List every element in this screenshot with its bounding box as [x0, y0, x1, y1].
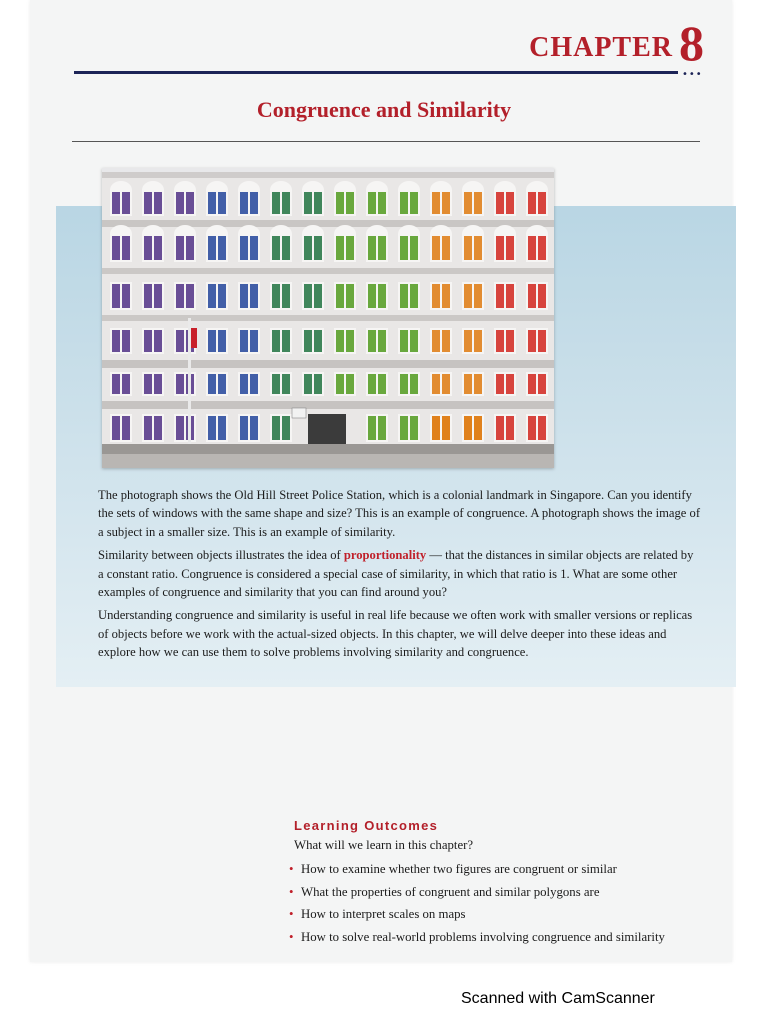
outcome-text: How to examine whether two figures are congruent or similar	[301, 862, 617, 876]
window-pane	[442, 416, 450, 440]
window-pane	[272, 192, 280, 214]
chapter-word: CHAPTER	[529, 32, 673, 63]
window-pane	[442, 284, 450, 308]
window-pane	[240, 330, 248, 352]
window-pane	[218, 284, 226, 308]
window-pane	[464, 374, 472, 394]
window-pane	[506, 330, 514, 352]
window-pane	[336, 374, 344, 394]
window-pane	[400, 236, 408, 260]
window-pane	[496, 374, 504, 394]
window-pane	[528, 416, 536, 440]
window-pane	[122, 416, 130, 440]
window-pane	[368, 284, 376, 308]
window-pane	[112, 416, 120, 440]
window-pane	[400, 284, 408, 308]
window-pane	[496, 330, 504, 352]
intro-p2-before: Similarity between objects illustrates the idea of	[98, 548, 344, 563]
window-pane	[282, 236, 290, 260]
window-pane	[154, 416, 162, 440]
intro-p2-after: — that the distances in similar objects are related by a constant ratio. Congruence is considered a special case of similarity, in which that ratio is 1. What are some other examples of congruence and similarity that you can find around you?	[98, 548, 694, 600]
window-pane	[464, 192, 472, 214]
window-pane	[442, 330, 450, 352]
window-pane	[250, 284, 258, 308]
window-pane	[410, 284, 418, 308]
window-pane	[464, 330, 472, 352]
window-pane	[304, 284, 312, 308]
window-pane	[346, 236, 354, 260]
window-pane	[410, 236, 418, 260]
window-pane	[240, 236, 248, 260]
window-pane	[282, 330, 290, 352]
window-pane	[272, 330, 280, 352]
window-pane	[378, 284, 386, 308]
learning-outcomes-question: What will we learn in this chapter?	[294, 838, 474, 852]
window-pane	[432, 330, 440, 352]
window-pane	[154, 374, 162, 394]
proportionality-term: proportionality	[343, 548, 427, 563]
window-pane	[538, 192, 546, 214]
chapter-heading	[529, 14, 704, 72]
window-pane	[496, 416, 504, 440]
window-pane	[282, 284, 290, 308]
window-pane	[432, 192, 440, 214]
window-pane	[176, 374, 184, 394]
window-pane	[314, 330, 322, 352]
window-pane	[410, 192, 418, 214]
window-pane	[474, 192, 482, 214]
window-pane	[378, 236, 386, 260]
window-pane	[112, 374, 120, 394]
window-pane	[176, 330, 184, 352]
window-pane	[250, 192, 258, 214]
list-item	[289, 860, 665, 883]
window-pane	[346, 374, 354, 394]
window-pane	[112, 192, 120, 214]
window-pane	[474, 236, 482, 260]
window-pane	[144, 330, 152, 352]
window-pane	[218, 416, 226, 440]
window-pane	[528, 192, 536, 214]
window-pane	[336, 330, 344, 352]
window-pane	[144, 374, 152, 394]
title-rule	[72, 141, 700, 142]
window-pane	[464, 284, 472, 308]
window-pane	[112, 284, 120, 308]
window-pane	[186, 236, 194, 260]
window-pane	[506, 236, 514, 260]
window-pane	[538, 416, 546, 440]
window-pane	[442, 374, 450, 394]
list-item	[289, 905, 665, 928]
learning-outcomes-heading: Learning Outcomes	[294, 818, 439, 833]
window-pane	[240, 374, 248, 394]
window-pane	[474, 284, 482, 308]
window-pane	[250, 330, 258, 352]
window-pane	[122, 284, 130, 308]
window-pane	[378, 374, 386, 394]
window-pane	[282, 416, 290, 440]
window-pane	[528, 284, 536, 308]
window-pane	[400, 374, 408, 394]
window-pane	[336, 192, 344, 214]
learning-outcomes-list	[289, 860, 665, 950]
window-pane	[218, 192, 226, 214]
scanner-watermark: Scanned with CamScanner	[461, 990, 655, 1007]
window-pane	[314, 192, 322, 214]
window-pane	[368, 374, 376, 394]
window-pane	[442, 236, 450, 260]
window-pane	[314, 236, 322, 260]
window-pane	[506, 284, 514, 308]
bullet-icon: •	[289, 884, 294, 899]
window-pane	[496, 284, 504, 308]
window-pane	[432, 416, 440, 440]
window-pane	[314, 374, 322, 394]
bullet-icon: •	[289, 907, 294, 921]
window-pane	[528, 330, 536, 352]
window-pane	[154, 236, 162, 260]
window-pane	[378, 192, 386, 214]
window-pane	[538, 374, 546, 394]
window-pane	[122, 330, 130, 352]
window-pane	[208, 284, 216, 308]
window-pane	[154, 192, 162, 214]
window-pane	[528, 236, 536, 260]
window-pane	[410, 330, 418, 352]
window-pane	[538, 236, 546, 260]
window-pane	[112, 236, 120, 260]
window-pane	[400, 192, 408, 214]
outcome-text: How to solve real-world problems involving congruence and similarity	[301, 929, 665, 944]
window-pane	[250, 416, 258, 440]
chapter-number: 8	[679, 15, 704, 71]
window-pane	[474, 416, 482, 440]
window-pane	[186, 284, 194, 308]
window-pane	[250, 236, 258, 260]
window-pane	[410, 416, 418, 440]
window-pane	[410, 374, 418, 394]
window-pane	[144, 284, 152, 308]
window-pane	[506, 416, 514, 440]
window-pane	[122, 192, 130, 214]
window-pane	[368, 330, 376, 352]
header-rule	[74, 71, 678, 74]
window-pane	[346, 284, 354, 308]
window-pane	[122, 236, 130, 260]
bullet-icon: •	[289, 929, 294, 944]
window-pane	[336, 284, 344, 308]
window-pane	[528, 374, 536, 394]
window-pane	[400, 330, 408, 352]
building-photo	[102, 168, 554, 468]
window-pane	[538, 284, 546, 308]
header-rule-dots: •••	[682, 69, 703, 80]
window-pane	[432, 374, 440, 394]
window-pane	[304, 374, 312, 394]
window-pane	[474, 374, 482, 394]
window-pane	[208, 374, 216, 394]
bullet-icon: •	[289, 862, 294, 876]
window-pane	[218, 236, 226, 260]
window-pane	[240, 284, 248, 308]
window-pane	[272, 416, 280, 440]
intro-paragraph-3: Understanding congruence and similarity is useful in real life because we often work with smaller versions or replicas of objects before we work with the actual-sized objects. In this chapter, we will delve deeper into these ideas and explore how we can use them to solve problems involving similarity and congruence.	[98, 608, 693, 660]
window-pane	[186, 192, 194, 214]
window-pane	[218, 330, 226, 352]
window-pane	[378, 416, 386, 440]
window-pane	[304, 236, 312, 260]
window-pane	[144, 192, 152, 214]
window-pane	[240, 192, 248, 214]
window-pane	[176, 416, 184, 440]
window-pane	[272, 284, 280, 308]
intro-text	[98, 486, 702, 667]
window-pane	[506, 374, 514, 394]
window-pane	[368, 416, 376, 440]
window-pane	[442, 192, 450, 214]
window-pane	[208, 192, 216, 214]
window-pane	[304, 192, 312, 214]
window-pane	[176, 284, 184, 308]
list-item	[289, 928, 665, 951]
window-pane	[240, 416, 248, 440]
window-pane	[112, 330, 120, 352]
window-pane	[432, 284, 440, 308]
window-pane	[346, 330, 354, 352]
window-pane	[154, 284, 162, 308]
window-pane	[250, 374, 258, 394]
window-pane	[496, 192, 504, 214]
window-pane	[154, 330, 162, 352]
window-pane	[272, 374, 280, 394]
window-pane	[368, 236, 376, 260]
window-pane	[208, 330, 216, 352]
window-pane	[282, 192, 290, 214]
window-pane	[314, 284, 322, 308]
window-pane	[176, 192, 184, 214]
window-pane	[346, 192, 354, 214]
window-pane	[272, 236, 280, 260]
window-pane	[176, 236, 184, 260]
window-pane	[144, 416, 152, 440]
window-pane	[378, 330, 386, 352]
window-pane	[464, 416, 472, 440]
window-pane	[208, 236, 216, 260]
chapter-title: Congruence and Similarity	[256, 97, 512, 122]
outcome-text: What the properties of congruent and similar polygons are	[301, 884, 600, 899]
intro-paragraph-2	[98, 546, 702, 601]
window-pane	[506, 192, 514, 214]
window-pane	[474, 330, 482, 352]
window-pane	[208, 416, 216, 440]
window-pane	[464, 236, 472, 260]
window-pane	[218, 374, 226, 394]
window-pane	[122, 374, 130, 394]
window-pane	[282, 374, 290, 394]
intro-paragraph-1: The photograph shows the Old Hill Street Police Station, which is a colonial landmark in Singapore. Can you identify the sets of windows with the same shape and size? This is an example of congruence. A photograph shows the image of a subject in a smaller size. This is an example of similarity.	[98, 488, 701, 539]
window-pane	[400, 416, 408, 440]
list-item	[289, 883, 665, 906]
window-pane	[144, 236, 152, 260]
window-pane	[538, 330, 546, 352]
window-pane	[496, 236, 504, 260]
window-pane	[336, 236, 344, 260]
window-pane	[304, 330, 312, 352]
window-pane	[368, 192, 376, 214]
outcome-text: How to interpret scales on maps	[301, 907, 466, 921]
window-pane	[432, 236, 440, 260]
